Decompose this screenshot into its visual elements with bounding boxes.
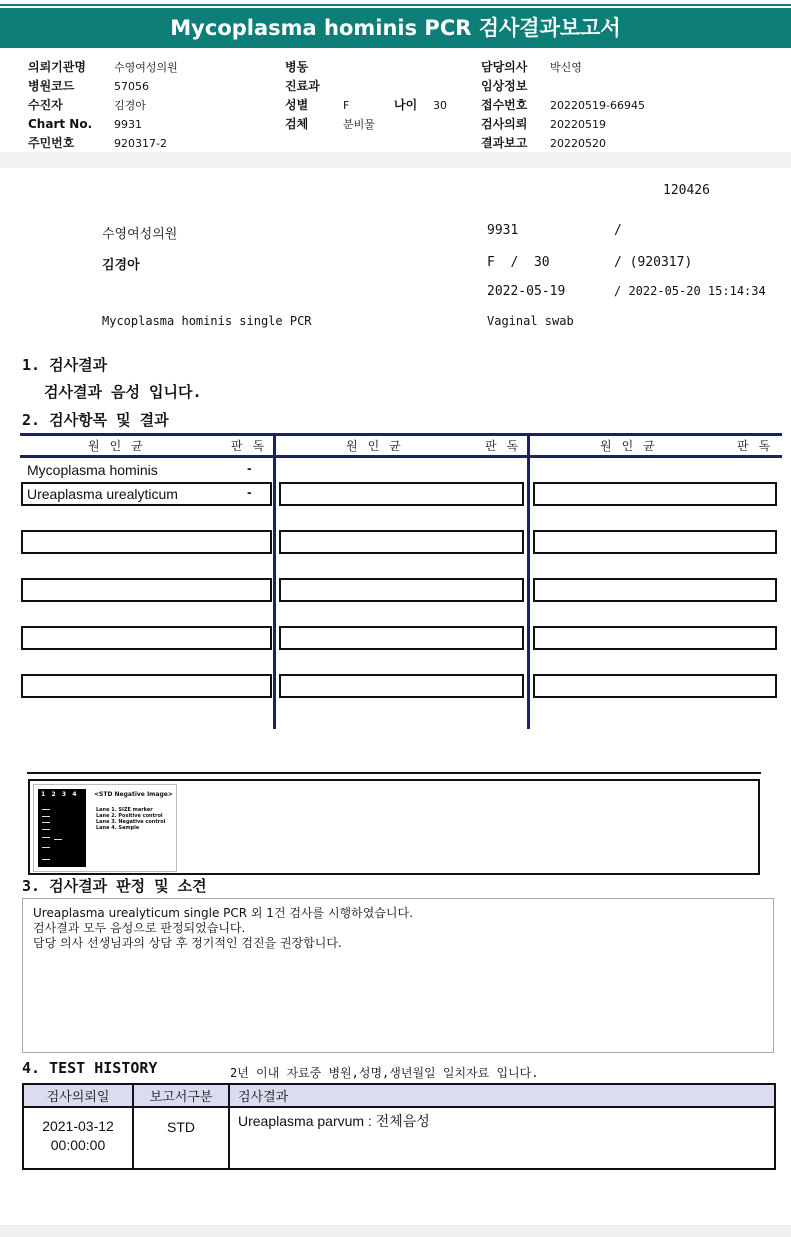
empty-cell xyxy=(533,674,777,698)
empty-cell xyxy=(21,626,272,650)
comment-box xyxy=(22,898,774,1053)
gel-lane-numbers: 1 2 3 4 xyxy=(41,791,77,798)
col-header-judgement-3: 판독 xyxy=(737,439,781,453)
column-divider-1 xyxy=(273,436,276,729)
history-date-time: 00:00:00 xyxy=(50,1137,106,1153)
empty-cell xyxy=(279,674,524,698)
summary-slash: / xyxy=(614,223,622,238)
gel-band xyxy=(42,837,50,838)
table-header-rule xyxy=(20,455,782,458)
page-footer-band xyxy=(0,1225,791,1237)
header-col3 xyxy=(481,56,645,151)
gel-band xyxy=(42,809,50,810)
gel-band xyxy=(42,816,50,817)
empty-cell xyxy=(279,530,524,554)
gel-legend-item: Lane 1. SIZE marker xyxy=(96,807,153,813)
section3-heading: 3. 검사결과 판정 및 소견 xyxy=(22,877,207,895)
label-specimen: 검체 xyxy=(285,117,309,131)
col-header-organism-2: 원인균 xyxy=(346,439,411,453)
gel-legend-item: Lane 3. Negative control xyxy=(96,819,166,825)
organism-name: Mycoplasma hominis xyxy=(27,462,158,478)
history-col-type: 보고서구분 xyxy=(133,1084,229,1107)
table-top-rule xyxy=(20,433,782,436)
gel-figure xyxy=(33,784,177,872)
value-doctor: 박신영 xyxy=(550,61,582,74)
empty-cell xyxy=(533,578,777,602)
organism-name: Ureaplasma urealyticum xyxy=(27,486,178,502)
summary-specimen: Vaginal swab xyxy=(487,314,574,328)
value-resident-no: 920317-2 xyxy=(114,137,167,150)
header-col2 xyxy=(285,56,447,132)
label-hospital-code: 병원코드 xyxy=(28,79,75,93)
value-sex: F xyxy=(343,99,350,112)
label-clinical-info: 임상정보 xyxy=(481,79,528,93)
report-title: Mycoplasma hominis PCR 검사결과보고서 xyxy=(0,8,791,48)
summary-date-report: / 2022-05-20 15:14:34 xyxy=(614,284,766,298)
label-resident-no: 주민번호 xyxy=(28,136,75,150)
gel-top-rule xyxy=(27,772,761,774)
label-sex: 성별 xyxy=(285,98,309,112)
label-age: 나이 xyxy=(394,98,418,112)
empty-cell xyxy=(21,530,272,554)
history-table-wrap xyxy=(22,1083,776,1170)
summary-birth: / (920317) xyxy=(614,255,693,270)
gel-band xyxy=(42,829,50,830)
report-code: 120426 xyxy=(663,183,710,198)
section1-result: 검사결과 음성 입니다. xyxy=(44,383,202,401)
history-row xyxy=(23,1107,775,1169)
gel-band xyxy=(42,859,50,860)
value-hospital-code: 57056 xyxy=(114,80,149,93)
label-report-date: 결과보고 xyxy=(481,136,528,150)
value-hospital: 수영여성의원 xyxy=(114,61,178,74)
gel-band xyxy=(54,839,62,840)
history-header-row xyxy=(23,1084,775,1107)
value-age: 30 xyxy=(433,99,447,112)
history-date-day: 2021-03-12 xyxy=(42,1118,114,1134)
label-request-date: 검사의뢰 xyxy=(481,117,528,131)
history-note: 2년 이내 자료중 병원,성명,생년월일 일치자료 입니다. xyxy=(230,1066,539,1080)
header-divider xyxy=(0,152,791,168)
section1-heading: 1. 검사결과 xyxy=(22,356,108,374)
value-specimen: 분비물 xyxy=(343,118,375,131)
empty-cell xyxy=(533,626,777,650)
history-date xyxy=(23,1107,133,1169)
col-header-organism-3: 원인균 xyxy=(600,439,665,453)
summary-test-name: Mycoplasma hominis single PCR xyxy=(102,314,312,328)
empty-cell xyxy=(533,530,777,554)
empty-cell xyxy=(21,674,272,698)
empty-cell xyxy=(533,482,777,506)
gel-band xyxy=(42,822,50,823)
history-table xyxy=(22,1083,776,1170)
empty-cell xyxy=(279,578,524,602)
summary-date-request: 2022-05-19 xyxy=(487,284,566,299)
empty-cell xyxy=(279,482,524,506)
label-doctor: 담당의사 xyxy=(481,60,528,74)
empty-cell xyxy=(279,626,524,650)
col-header-organism-1: 원인균 xyxy=(88,439,153,453)
label-ward: 병동 xyxy=(285,60,309,74)
column-divider-2 xyxy=(527,436,530,729)
col-header-judgement-1: 판독 xyxy=(231,439,275,453)
label-chart-no: Chart No. xyxy=(28,117,93,131)
comment-line: 담당 의사 선생님과의 상담 후 정기적인 검진을 권장합니다. xyxy=(33,936,342,950)
value-patient: 김경아 xyxy=(114,99,146,112)
section4-heading: 4. TEST HISTORY xyxy=(22,1059,158,1077)
label-department: 진료과 xyxy=(285,79,320,93)
header-col1 xyxy=(28,56,178,151)
history-col-result: 검사결과 xyxy=(229,1084,775,1107)
gel-legend xyxy=(96,807,165,831)
empty-cell xyxy=(21,578,272,602)
history-type: STD xyxy=(133,1107,229,1169)
gel-photo xyxy=(38,789,86,867)
value-chart-no: 9931 xyxy=(114,118,142,131)
gel-caption: <STD Negative Image> xyxy=(94,791,173,798)
summary-hospital: 수영여성의원 xyxy=(102,227,178,242)
organism-result: - xyxy=(247,484,252,500)
comment-line: 검사결과 모두 음성으로 판정되었습니다. xyxy=(33,921,246,935)
value-report-date: 20220520 xyxy=(550,137,606,150)
top-rule xyxy=(0,4,791,6)
gel-band xyxy=(42,847,50,848)
value-receipt-no: 20220519-66945 xyxy=(550,99,645,112)
gel-legend-item: Lane 2. Positive control xyxy=(96,813,163,819)
comment-line: Ureaplasma urealyticum single PCR 외 1건 검사를 시행하였습니다. xyxy=(33,906,413,920)
summary-patient: 김경아 xyxy=(102,258,140,273)
label-receipt-no: 접수번호 xyxy=(481,98,528,112)
section2-heading: 2. 검사항목 및 결과 xyxy=(22,411,169,429)
history-col-date: 검사의뢰일 xyxy=(23,1084,133,1107)
col-header-judgement-2: 판독 xyxy=(485,439,529,453)
gel-legend-item: Lane 4. Sample xyxy=(96,825,140,831)
summary-chart: 9931 xyxy=(487,223,519,238)
value-request-date: 20220519 xyxy=(550,118,606,131)
label-hospital: 의뢰기관명 xyxy=(28,60,86,74)
organism-result: - xyxy=(247,460,252,476)
label-patient: 수진자 xyxy=(28,98,63,112)
summary-sex-age: F / 30 xyxy=(487,255,550,270)
history-result: Ureaplasma parvum : 전체음성 xyxy=(229,1107,775,1169)
